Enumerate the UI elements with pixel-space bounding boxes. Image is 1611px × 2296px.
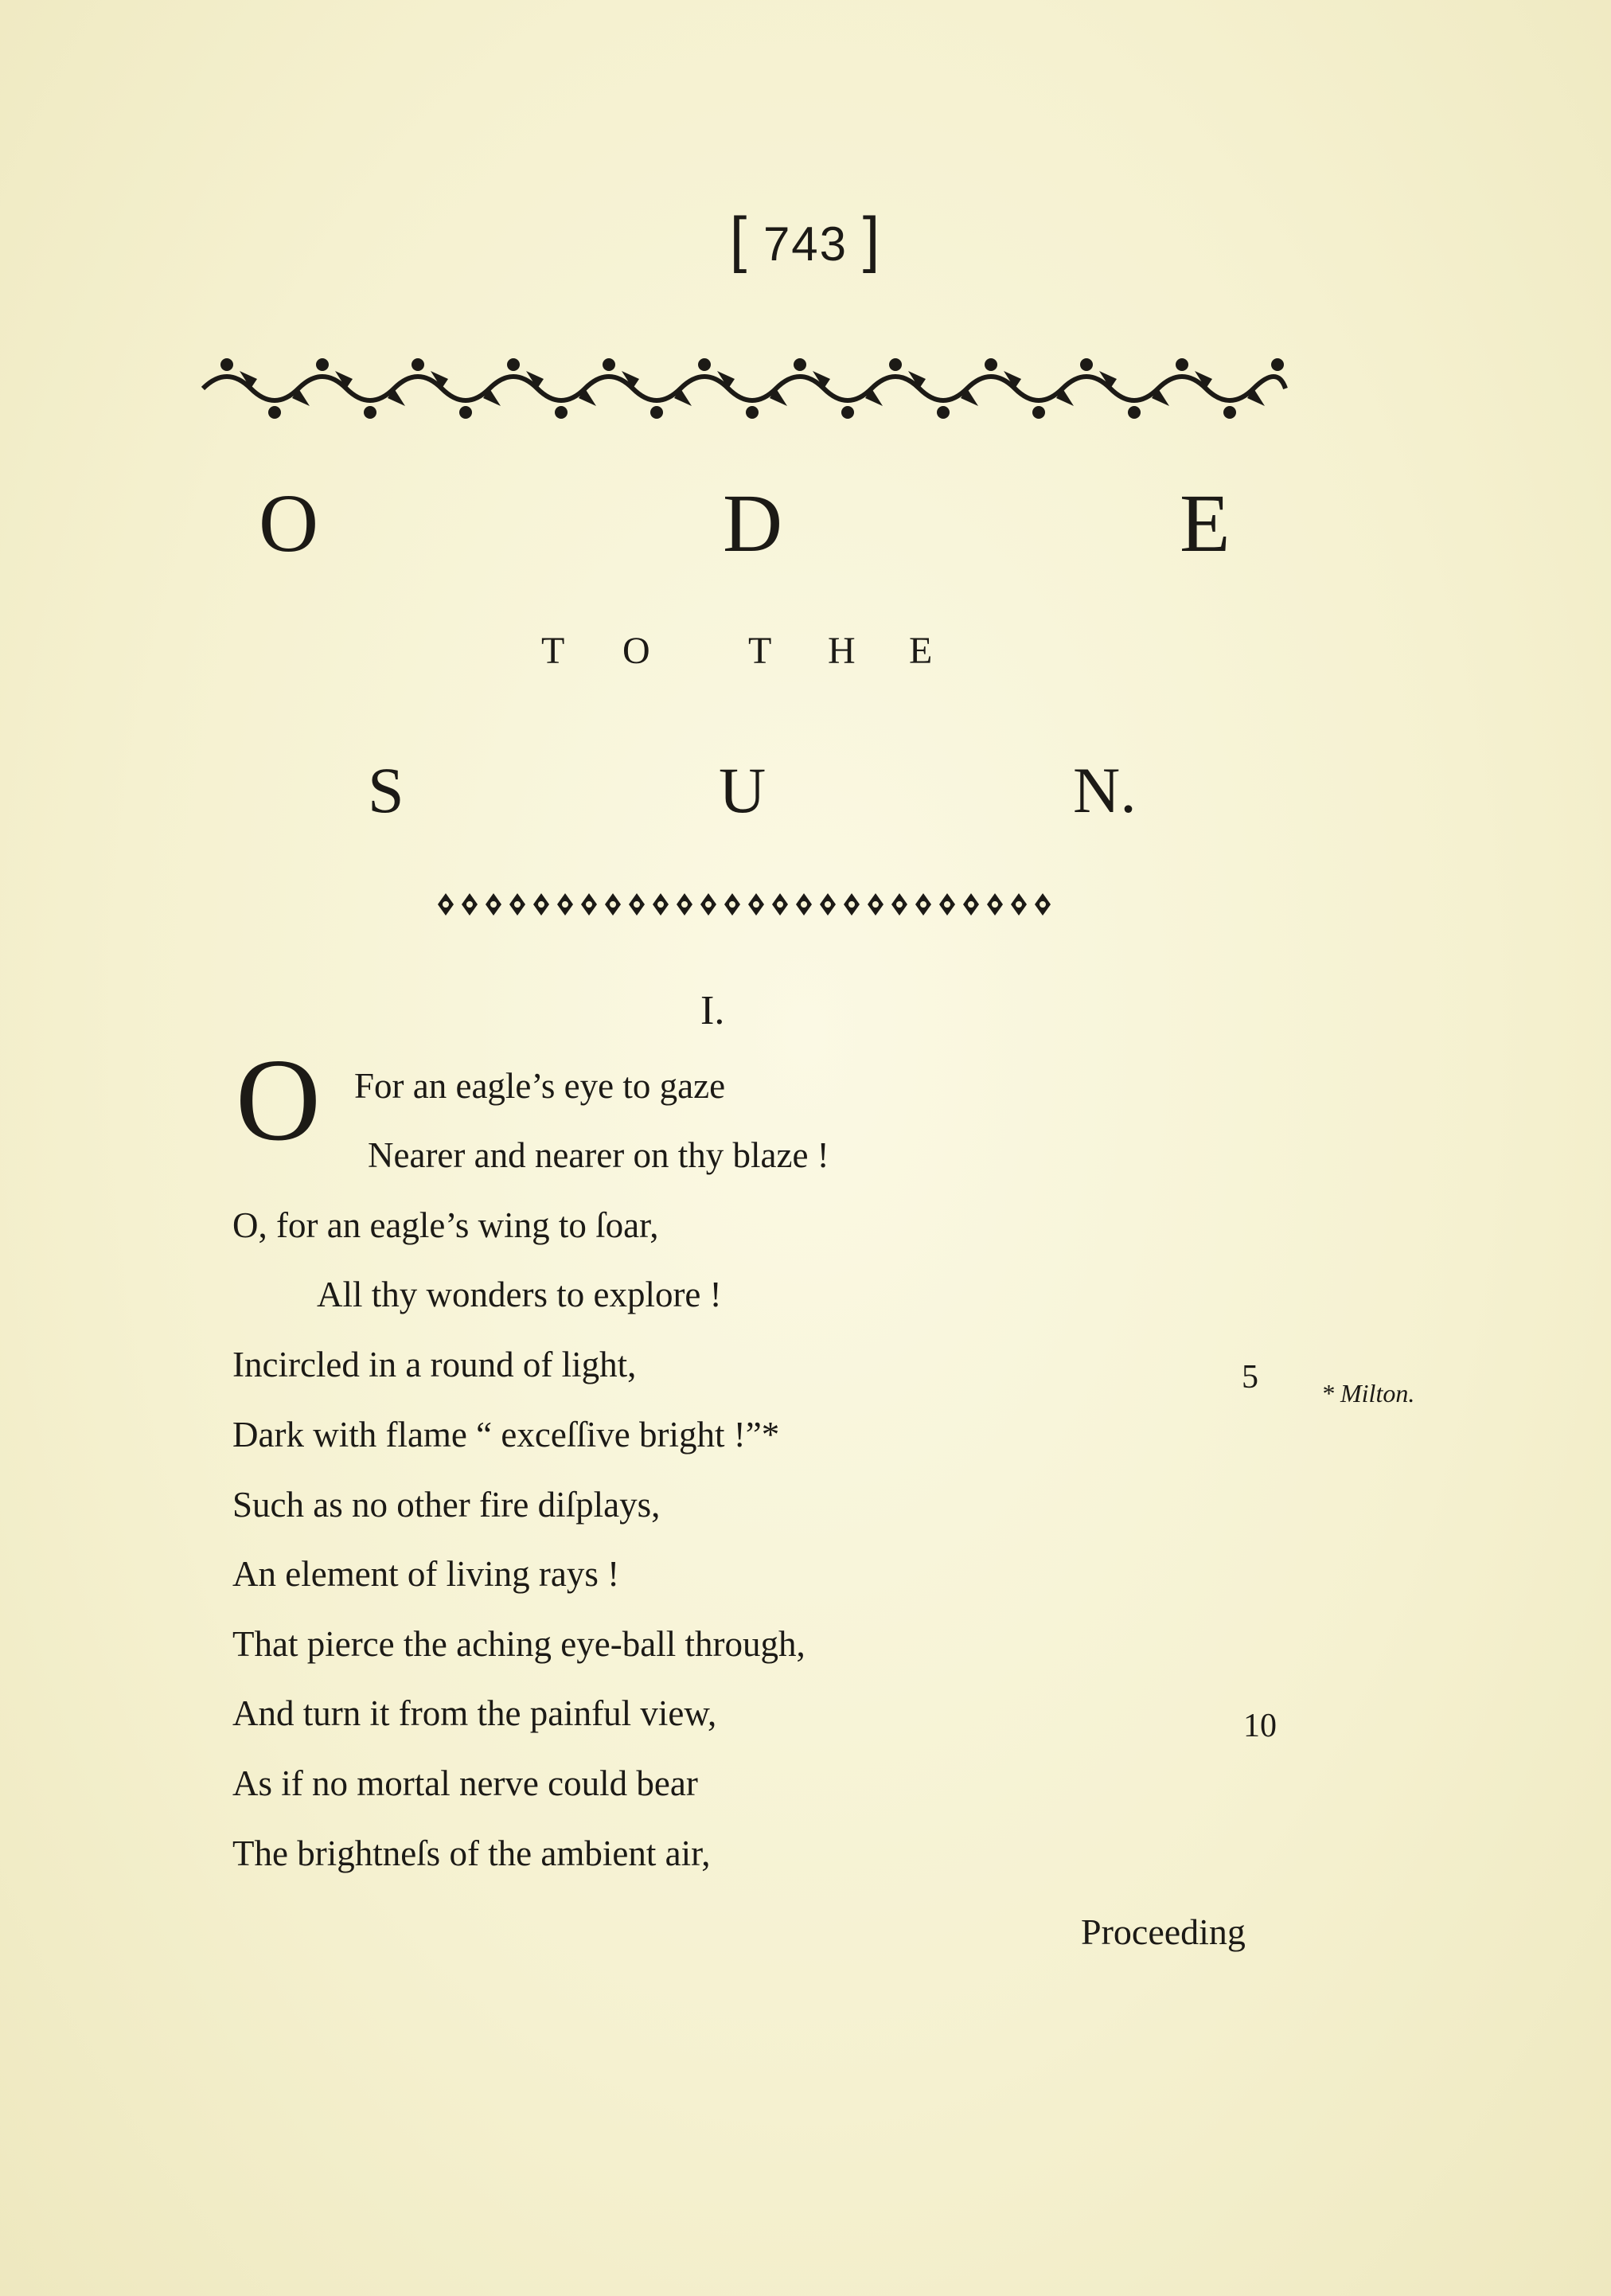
- verse-line-2: Nearer and nearer on thy blaze !: [368, 1135, 829, 1175]
- title-to-letter-2: O: [622, 630, 652, 672]
- title-the-letter-3: E: [909, 630, 934, 672]
- verse-line-6: Dark with flame “ exceſſive bright !”*: [232, 1415, 780, 1455]
- marginal-note: * Milton.: [1321, 1379, 1415, 1408]
- verse-line-8: An element of living rays !: [232, 1554, 620, 1594]
- verse-line-3: O, for an eagle’s wing to ſoar,: [232, 1205, 659, 1245]
- vine-ornament-top: [195, 349, 1293, 428]
- verse-line-4: All thy wonders to explore !: [317, 1275, 722, 1314]
- page-bracket-right: ]: [862, 204, 882, 274]
- verse-line-10: And turn it from the painful view,: [232, 1693, 717, 1733]
- verse-line-12: The brightneſs of the ambient air,: [232, 1833, 711, 1873]
- verse-line-9: That pierce the aching eye-ball through,: [232, 1624, 806, 1664]
- floral-rule-ornament: [430, 882, 1067, 927]
- stanza-number: I.: [700, 988, 725, 1033]
- title-ode-letter-3: E: [1180, 478, 1231, 569]
- title-sun-letter-3: N.: [1073, 754, 1137, 826]
- title-sun-letter-2: U: [719, 754, 766, 826]
- title-ode-letter-1: O: [259, 478, 319, 569]
- verse-line-1: For an eagle’s eye to gaze: [354, 1066, 726, 1106]
- line-number-5: 5: [1242, 1359, 1258, 1396]
- page-bracket-left: [: [729, 204, 749, 274]
- title-ode-letter-2: D: [723, 478, 783, 569]
- line-number-10: 10: [1243, 1708, 1277, 1744]
- title-the-letter-2: H: [828, 630, 857, 672]
- title-sun-letter-1: S: [368, 754, 404, 826]
- verse-line-11: As if no mortal nerve could bear: [232, 1763, 698, 1803]
- verse-line-5: Incircled in a round of light,: [232, 1345, 637, 1384]
- catchword: Proceeding: [1081, 1911, 1246, 1952]
- page-number-value: 743: [763, 217, 848, 271]
- drop-cap: O: [236, 1035, 321, 1166]
- title-to-letter-1: T: [541, 630, 567, 672]
- verse-line-7: Such as no other fire diſplays,: [232, 1485, 661, 1525]
- title-the-letter-1: T: [748, 630, 774, 672]
- page-number: [0, 203, 1611, 275]
